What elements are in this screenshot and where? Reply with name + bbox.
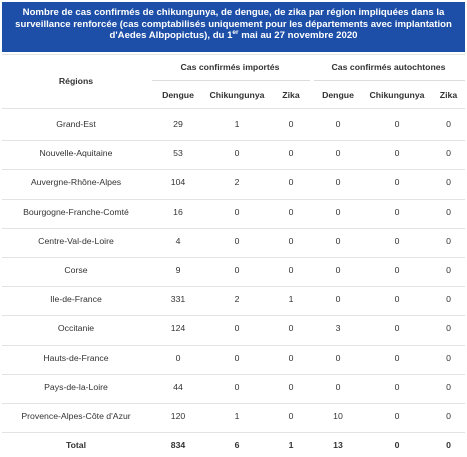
autochthonous-zika-cell: 0: [446, 440, 451, 451]
autochthonous-chikungunya-cell: 0: [394, 323, 400, 334]
autochthonous-chikungunya-cell: 0: [394, 177, 400, 188]
imported-zika-cell: 1: [288, 294, 294, 305]
autochthonous-chikungunya-cell: 0: [394, 410, 400, 421]
autochthonous-zika-cell: 0: [446, 235, 451, 246]
region-cell: Provence-Alpes-Côte d'Azur: [21, 410, 131, 421]
table-row: [2, 141, 465, 170]
region-cell: Hauts-de-France: [43, 352, 109, 363]
header-autochthonous-group: Cas confirmés autochtones: [331, 62, 446, 72]
header-top-divider: [2, 54, 465, 55]
table-row: [2, 346, 465, 375]
imported-zika-cell: 0: [288, 323, 294, 334]
table-row: [2, 170, 465, 199]
autochthonous-dengue-cell: 0: [335, 264, 341, 275]
header-imported-group: Cas confirmés importés: [180, 62, 280, 72]
autochthonous-dengue-cell: 0: [335, 206, 341, 217]
autochthonous-chikungunya-cell: 0: [394, 235, 400, 246]
region-cell: Grand-Est: [56, 119, 96, 129]
autochthonous-chikungunya-cell: 0: [394, 148, 400, 159]
table-row: [2, 375, 465, 404]
autochthonous-zika-cell: 0: [446, 323, 451, 334]
autochthonous-zika-cell: 0: [446, 352, 451, 363]
imported-zika-cell: 0: [288, 381, 294, 392]
autochthonous-chikungunya-cell: 0: [394, 352, 400, 363]
title-line-3: [8, 30, 459, 42]
region-cell: Occitanie: [57, 323, 95, 334]
imported-dengue-cell: 16: [173, 206, 183, 217]
region-cell: Bourgogne-Franche-Comté: [23, 206, 129, 217]
imported-dengue-cell: 4: [175, 235, 181, 246]
autochthonous-dengue-cell: 0: [335, 119, 341, 129]
region-cell: Nouvelle-Aquitaine: [39, 148, 113, 159]
imported-zika-cell: 0: [288, 235, 294, 246]
autochthonous-zika-cell: 0: [446, 381, 451, 392]
autochthonous-zika-cell: 0: [446, 119, 451, 129]
region-cell: Ile-de-France: [50, 294, 102, 305]
imported-chikungunya-cell: 2: [234, 177, 240, 188]
autochthonous-dengue-cell: 0: [335, 381, 341, 392]
imported-chikungunya-cell: 2: [234, 294, 240, 305]
autochthonous-chikungunya-cell: 0: [394, 206, 400, 217]
autochthonous-dengue-cell: 13: [333, 440, 343, 451]
autochthonous-chikungunya-cell: 0: [394, 381, 400, 392]
header-bottom-divider: [2, 108, 465, 109]
region-cell: Auvergne-Rhône-Alpes: [30, 177, 122, 188]
imported-dengue-cell: 0: [175, 352, 181, 363]
autochthonous-zika-cell: 0: [446, 148, 451, 159]
autochthonous-zika-cell: 0: [446, 206, 451, 217]
imported-zika-cell: 1: [288, 440, 294, 451]
header-imported-dengue: Dengue: [162, 90, 194, 100]
imported-group-underline: [152, 80, 310, 81]
imported-dengue-cell: 120: [170, 410, 186, 421]
autochthonous-chikungunya-cell: 0: [394, 294, 400, 305]
autochthonous-zika-cell: 0: [446, 294, 451, 305]
autochthonous-dengue-cell: 10: [333, 410, 343, 421]
table-row: [2, 112, 465, 141]
header-autochthonous-chikungunya: Chikungunya: [369, 90, 425, 100]
imported-zika-cell: 0: [288, 264, 294, 275]
title-line-2: surveillance renforcée (cas comptabilisés uniquement pour les départements avec implantation: [15, 18, 452, 30]
imported-dengue-cell: 29: [173, 119, 183, 129]
title-line-3-start: d'Aedes Albpopictus), du 1: [109, 30, 233, 41]
imported-chikungunya-cell: 0: [234, 352, 240, 363]
table-total-row: [2, 433, 465, 457]
header-autochthonous-dengue: Dengue: [322, 90, 354, 100]
table-row: [2, 229, 465, 258]
autochthonous-zika-cell: 0: [446, 177, 451, 188]
imported-zika-cell: 0: [288, 206, 294, 217]
autochthonous-group-underline: [314, 80, 465, 81]
autochthonous-chikungunya-cell: 0: [394, 119, 400, 129]
header-regions: Régions: [58, 76, 94, 86]
imported-dengue-cell: 9: [175, 264, 181, 275]
imported-zika-cell: 0: [288, 119, 294, 129]
autochthonous-dengue-cell: 3: [335, 323, 341, 334]
header-imported-zika: Zika: [282, 90, 300, 100]
table-row: [2, 316, 465, 345]
title-line-1: Nombre de cas confirmés de chikungunya, de dengue, de zika par région impliquées dans la: [22, 7, 445, 18]
region-cell: Total: [65, 440, 87, 451]
table-title: [2, 2, 465, 52]
autochthonous-dengue-cell: 0: [335, 148, 341, 159]
autochthonous-chikungunya-cell: 0: [394, 440, 400, 451]
imported-zika-cell: 0: [288, 177, 294, 188]
table-row: [2, 404, 465, 433]
region-cell: Pays-de-la-Loire: [44, 381, 108, 392]
imported-dengue-cell: 834: [170, 440, 186, 451]
title-line-3-end: mai au 27 novembre 2020: [238, 30, 358, 41]
table-row: [2, 258, 465, 287]
table-body: [2, 112, 465, 457]
autochthonous-dengue-cell: 0: [335, 177, 341, 188]
imported-chikungunya-cell: 0: [234, 381, 240, 392]
imported-chikungunya-cell: 1: [234, 119, 240, 129]
region-cell: Centre-Val-de-Loire: [38, 235, 114, 246]
title-superscript: er: [232, 28, 239, 36]
header-imported-chikungunya: Chikungunya: [209, 90, 265, 100]
imported-dengue-cell: 124: [170, 323, 186, 334]
imported-chikungunya-cell: 1: [234, 410, 240, 421]
imported-zika-cell: 0: [288, 352, 294, 363]
region-cell: Corse: [64, 264, 88, 275]
imported-dengue-cell: 104: [170, 177, 186, 188]
header-autochthonous-zika: Zika: [439, 90, 458, 100]
autochthonous-dengue-cell: 0: [335, 235, 341, 246]
autochthonous-chikungunya-cell: 0: [394, 264, 400, 275]
imported-dengue-cell: 44: [173, 381, 183, 392]
autochthonous-zika-cell: 0: [446, 264, 451, 275]
imported-zika-cell: 0: [288, 148, 294, 159]
imported-chikungunya-cell: 6: [234, 440, 240, 451]
table-row: [2, 287, 465, 316]
imported-chikungunya-cell: 0: [234, 206, 240, 217]
autochthonous-dengue-cell: 0: [335, 294, 341, 305]
imported-zika-cell: 0: [288, 410, 294, 421]
imported-chikungunya-cell: 0: [234, 235, 240, 246]
imported-dengue-cell: 331: [170, 294, 186, 305]
imported-chikungunya-cell: 0: [234, 323, 240, 334]
table-row: [2, 200, 465, 229]
imported-chikungunya-cell: 0: [234, 264, 240, 275]
autochthonous-zika-cell: 0: [446, 410, 451, 421]
imported-dengue-cell: 53: [173, 148, 183, 159]
imported-chikungunya-cell: 0: [234, 148, 240, 159]
autochthonous-dengue-cell: 0: [335, 352, 341, 363]
